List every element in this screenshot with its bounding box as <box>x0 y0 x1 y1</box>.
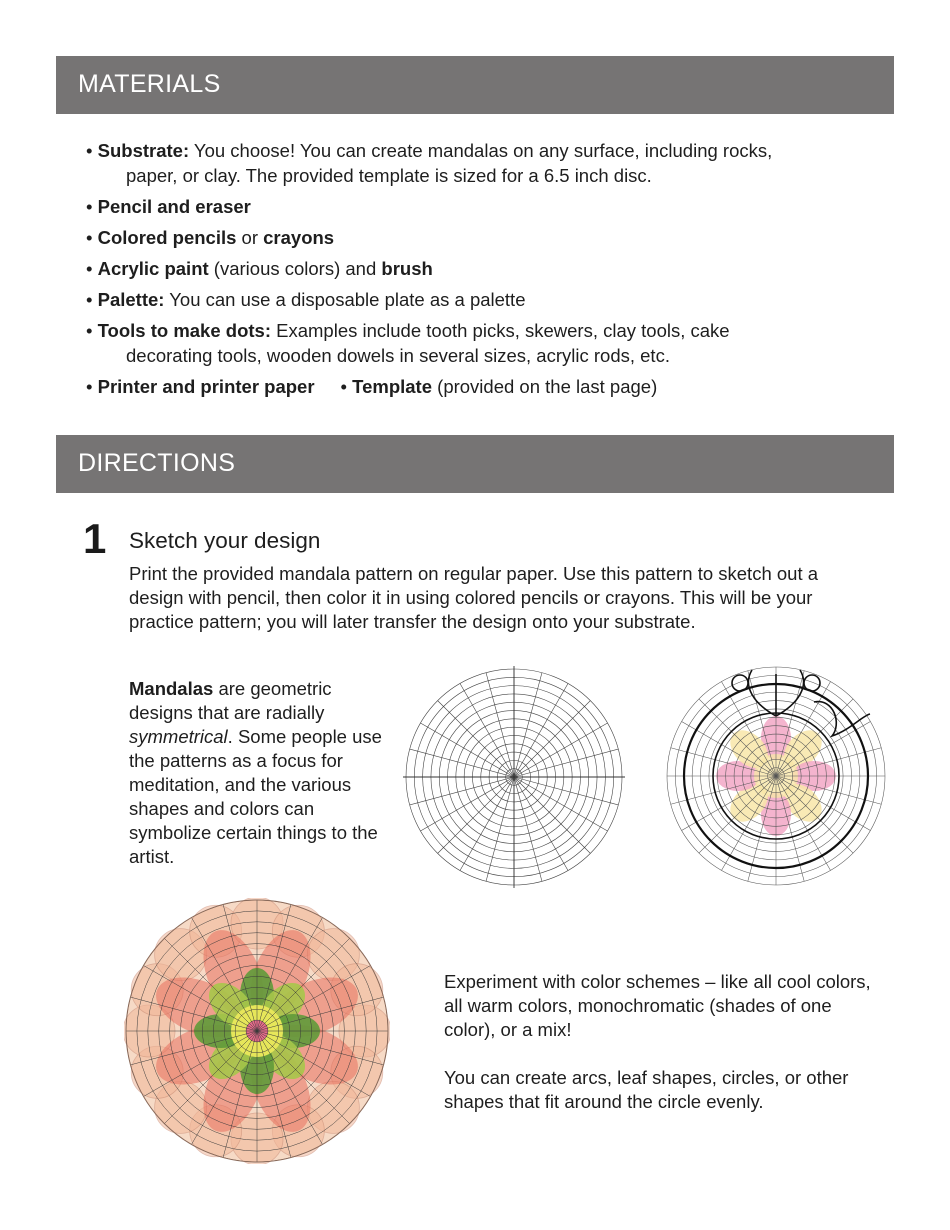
colored-mandala-example <box>124 898 390 1164</box>
materials-header <box>56 56 894 114</box>
blank-mandala-grid <box>403 666 625 888</box>
directions-header <box>56 435 894 493</box>
materials-list <box>86 138 886 405</box>
step-title: Sketch your design <box>129 528 321 553</box>
step-number: 1 <box>83 515 107 562</box>
directions-title: DIRECTIONS <box>78 449 236 477</box>
list-item: • Substrate: You choose! You can create mandalas on any surface, including rocks, paper, or clay. The provided template is sized for a 6.5 inch disc. <box>86 140 773 186</box>
step-description: Print the provided mandala pattern on regular paper. Use this pattern to sketch out a design with pencil, then color it in using colored pencils or crayons. This will be your practice pattern; you will later transfer the design onto your substrate. <box>129 563 819 632</box>
experiment-notes <box>444 970 884 1114</box>
shapes-tip: You can create arcs, leaf shapes, circles, or other shapes that fit around the circle evenly. <box>444 1067 849 1112</box>
list-item: • Colored pencils or crayons <box>86 227 335 248</box>
mandala-description: Mandalas are geometric designs that are radially symmetrical. Some people use the patterns as a focus for meditation, and the various shapes and colors can symbolize certain things to the artist. <box>129 678 382 867</box>
list-item: • Pencil and eraser <box>86 196 251 217</box>
sketched-mandala <box>664 664 888 888</box>
list-item: • Tools to make dots: Examples include tooth picks, skewers, clay tools, cake decorating tools, wooden dowels in several sizes, acrylic rods, etc. <box>86 320 730 366</box>
list-item: • Acrylic paint (various colors) and brush <box>86 258 433 279</box>
list-item: • Palette: You can use a disposable plate as a palette <box>86 289 526 310</box>
polar-grid-lines <box>126 900 388 1162</box>
color-scheme-tip: Experiment with color schemes – like all cool colors, all warm colors, monochromatic (shades of one color), or a mix! <box>444 971 871 1040</box>
list-item: • Printer and printer paper • Template (provided on the last page) <box>86 376 658 397</box>
materials-title: MATERIALS <box>78 70 221 98</box>
